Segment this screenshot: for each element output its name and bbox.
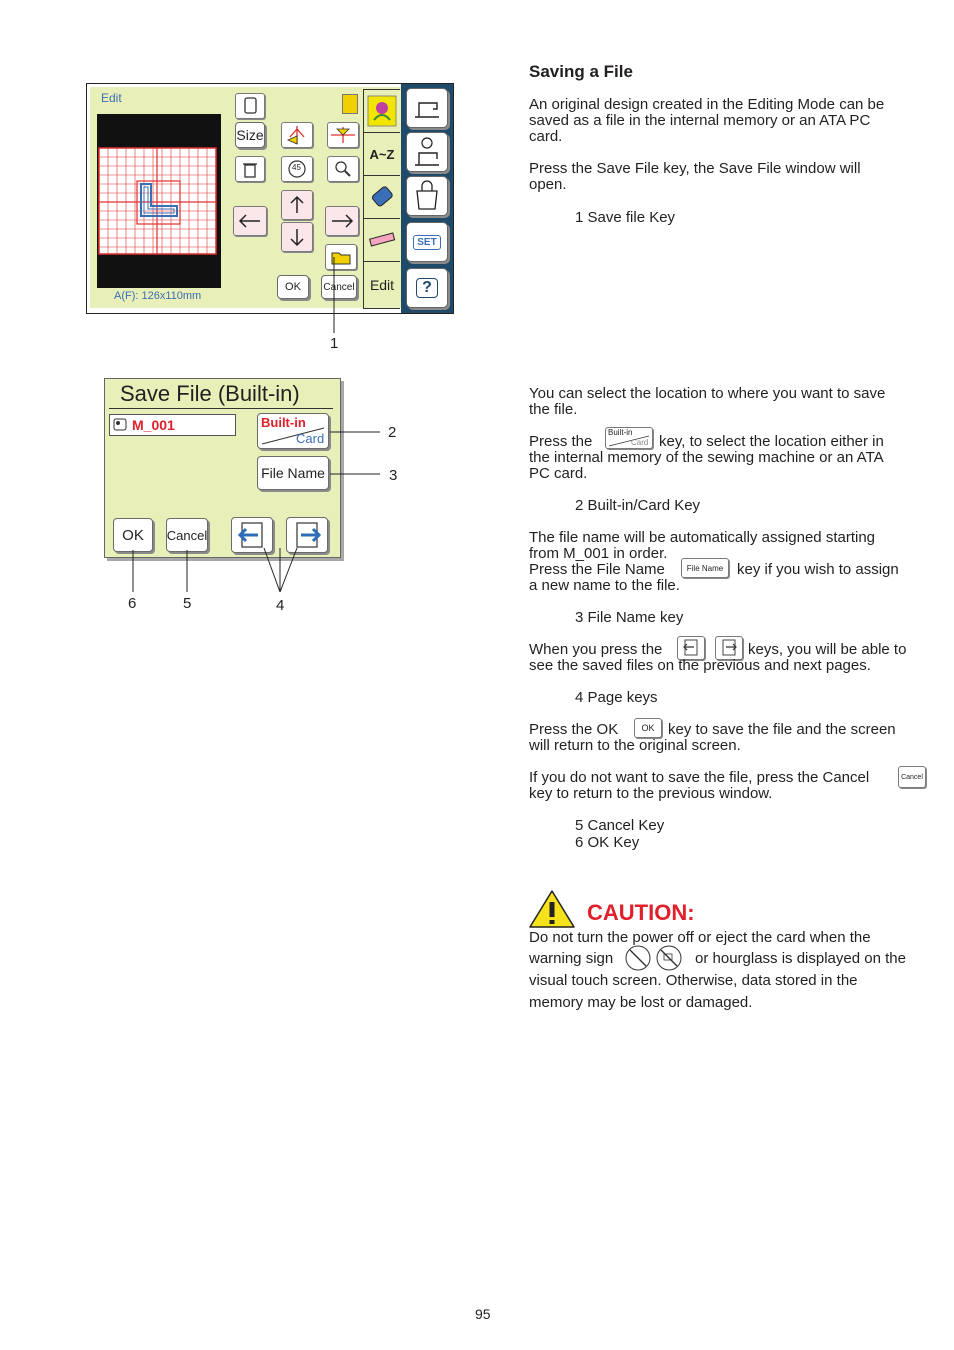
- builtin-label: Built-in: [261, 415, 306, 430]
- ok-line-2: will return to the original screen.: [529, 737, 741, 754]
- flip-vertical-icon: [328, 123, 358, 147]
- press-builtin-line-2: the internal memory of the sewing machine or an ATA: [529, 449, 884, 466]
- arrow-right-icon: [326, 207, 358, 235]
- callout-line-1: [325, 255, 345, 335]
- page-keys-a: When you press the: [529, 641, 663, 658]
- set-key[interactable]: SET: [406, 222, 448, 262]
- inline-file-name-label: File Name: [686, 563, 724, 573]
- trash-icon: [236, 157, 264, 181]
- save-key-line-1: Press the Save File key, the Save File window will: [529, 160, 861, 177]
- edit-mode-label: Edit: [101, 91, 122, 105]
- callout-2: 2: [388, 424, 397, 441]
- section-heading: Saving a File: [529, 62, 633, 81]
- inline-cancel-key: [898, 766, 926, 788]
- caution-line-3: visual touch screen. Otherwise, data stored in the: [529, 972, 858, 989]
- inline-builtin-label: Built-in: [608, 428, 633, 437]
- page-number: 95: [475, 1306, 491, 1322]
- save-file-title: Save File (Built-in): [120, 381, 300, 406]
- arrow-down-icon: [282, 223, 312, 251]
- move-right-key[interactable]: [325, 206, 359, 236]
- edit-screen-figure: [86, 83, 454, 314]
- move-up-key[interactable]: [281, 190, 313, 220]
- magnifier-icon: [328, 157, 358, 181]
- ok-line-a: Press the OK: [529, 721, 619, 738]
- page-keys-line-2: see the saved files on the previous and next pages.: [529, 657, 871, 674]
- inline-ok-key: [634, 718, 662, 738]
- design-size-status: A(F): 126x110mm: [114, 290, 202, 302]
- sewing-mode-key[interactable]: [406, 88, 448, 128]
- intro-line-3: card.: [529, 128, 563, 145]
- callout-4: 4: [276, 597, 285, 614]
- tab-stitch-edit[interactable]: [363, 218, 400, 262]
- flip-horizontal-icon: [282, 123, 312, 147]
- filename-line-3b: key if you wish to assign: [737, 561, 899, 578]
- filename-value: M_001: [132, 417, 175, 433]
- embroidery-mode-key[interactable]: [406, 132, 448, 172]
- item-5: 5 Cancel Key: [575, 817, 665, 834]
- inline-page-forward-icon: [716, 637, 742, 659]
- ok-key[interactable]: OK: [277, 275, 309, 299]
- callout-5: 5: [183, 595, 192, 612]
- cancel-key[interactable]: Cancel: [166, 518, 208, 552]
- sound-icon[interactable]: [342, 94, 358, 114]
- inline-card-label: Card: [631, 438, 649, 447]
- sewing-machine-icon: [407, 89, 447, 127]
- design-canvas: [97, 114, 221, 288]
- inline-cancel-label: Cancel: [901, 773, 923, 781]
- warning-triangle-icon: [528, 888, 576, 930]
- flip-horizontal-key[interactable]: [281, 122, 313, 148]
- bag-icon: [407, 177, 447, 215]
- eraser-icon: [364, 176, 400, 218]
- caution-heading: CAUTION:: [587, 900, 695, 925]
- filename-line-1: The file name will be automatically assigned starting: [529, 529, 876, 546]
- page-icon: [236, 94, 264, 118]
- item-4: 4 Page keys: [575, 689, 658, 706]
- ok-key[interactable]: OK: [113, 518, 153, 552]
- inline-file-name-key: [681, 558, 729, 578]
- tab-eraser[interactable]: [363, 175, 400, 219]
- inline-builtin-card-key: [605, 427, 653, 449]
- callout-6: 6: [128, 595, 137, 612]
- press-builtin-line-3: PC card.: [529, 465, 588, 482]
- caution-line-2a: warning sign: [529, 950, 614, 967]
- rotate-key[interactable]: [281, 156, 313, 182]
- item-6: 6 OK Key: [575, 834, 640, 851]
- item-3: 3 File Name key: [575, 609, 684, 626]
- location-line-2: the file.: [529, 401, 578, 418]
- intro-line-1: An original design created in the Editing Mode can be: [529, 96, 885, 113]
- new-design-key[interactable]: [235, 93, 265, 119]
- filename-line-4: a new name to the file.: [529, 577, 680, 594]
- no-power-warning-icon: [622, 944, 686, 972]
- intro-line-2: saved as a file in the internal memory or an ATA PC: [529, 112, 871, 129]
- mode-side-bar: [401, 84, 453, 313]
- callout-lines-2: [100, 420, 400, 600]
- page-keys-b: keys, you will be able to: [748, 641, 907, 658]
- callout-3: 3: [389, 467, 398, 484]
- move-down-key[interactable]: [281, 222, 313, 252]
- pen-icon: [364, 219, 400, 261]
- press-builtin-a: Press the: [529, 433, 593, 450]
- zoom-key[interactable]: [327, 156, 359, 182]
- callout-1: 1: [330, 335, 339, 352]
- caution-line-1: Do not turn the power off or eject the card when the: [529, 929, 871, 946]
- press-builtin-b: key, to select the location either in: [659, 433, 884, 450]
- filename-line-3a: Press the File Name: [529, 561, 665, 578]
- ok-line-b: key to save the file and the screen: [668, 721, 896, 738]
- tab-edit[interactable]: Edit: [363, 261, 400, 309]
- cancel-line-a: If you do not want to save the file, press the Cancel: [529, 769, 870, 786]
- location-line-1: You can select the location to where you want to save: [529, 385, 886, 402]
- cancel-line-2: key to return to the previous window.: [529, 785, 773, 802]
- flip-vertical-key[interactable]: [327, 122, 359, 148]
- move-left-key[interactable]: [233, 206, 267, 236]
- delete-key[interactable]: [235, 156, 265, 182]
- file-name-key[interactable]: File Name: [257, 456, 329, 490]
- caution-line-4: memory may be lost or damaged.: [529, 994, 753, 1011]
- save-key-line-2: open.: [529, 176, 567, 193]
- tab-design-select[interactable]: [363, 89, 400, 133]
- filename-line-2: from M_001 in order.: [529, 545, 668, 562]
- arrow-up-icon: [282, 191, 312, 219]
- size-key[interactable]: Size: [235, 122, 265, 148]
- card-label: Card: [296, 431, 325, 446]
- arrow-left-icon: [234, 207, 266, 235]
- tab-alphabet[interactable]: A~Z: [363, 132, 400, 176]
- design-grid: [97, 114, 221, 288]
- rotate-degrees: 45: [292, 163, 301, 172]
- help-key[interactable]: ?: [406, 268, 448, 308]
- cancel-key[interactable]: Cancel: [321, 275, 357, 299]
- embroidery-machine-icon: [407, 133, 447, 171]
- bag-key[interactable]: [406, 176, 448, 216]
- title-underline: [109, 408, 333, 409]
- item-2: 2 Built-in/Card Key: [575, 497, 701, 514]
- item-1: 1 Save file Key: [575, 209, 676, 226]
- inline-ok-label: OK: [641, 723, 655, 733]
- caution-line-2b: or hourglass is displayed on the: [695, 950, 906, 967]
- flower-icon: [364, 90, 400, 132]
- inline-page-back-icon: [678, 637, 704, 659]
